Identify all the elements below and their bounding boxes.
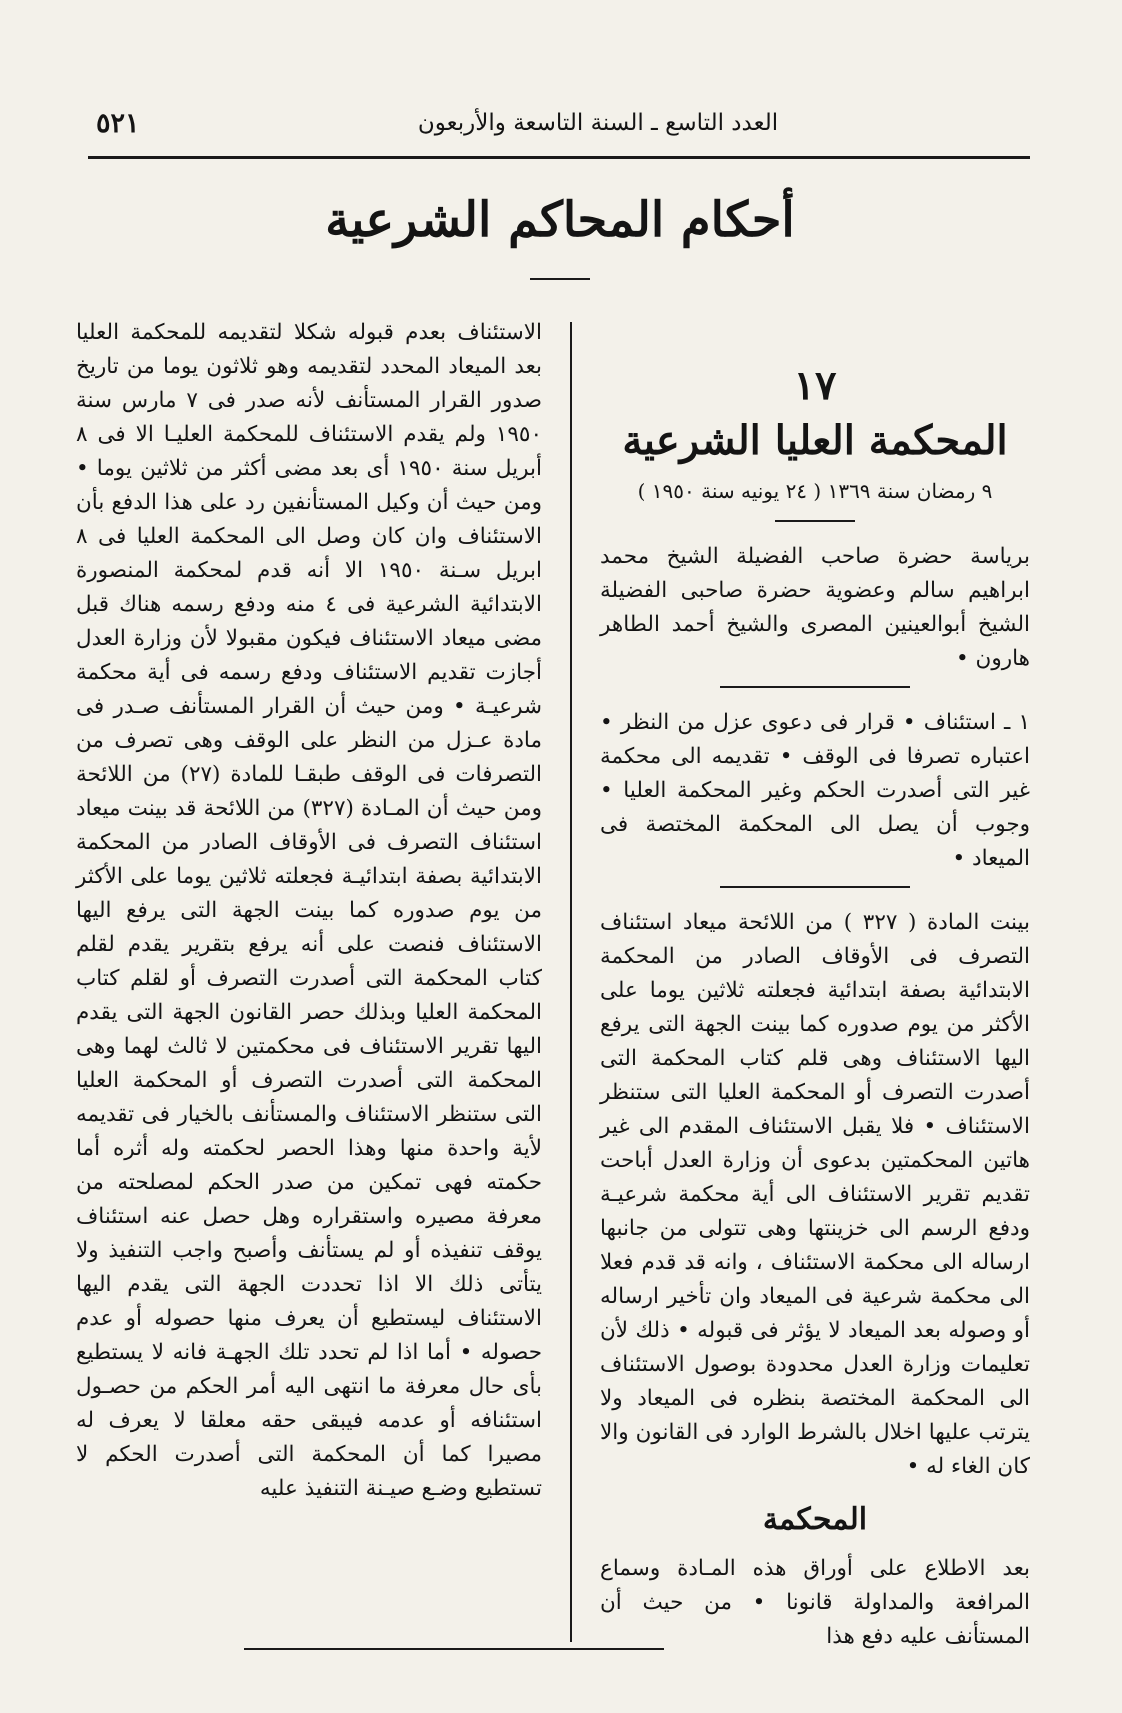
court-name: المحكمة العليا الشرعية: [622, 417, 1008, 464]
case-number: ١٧: [793, 362, 837, 409]
page-number: ٥٢١: [96, 108, 140, 139]
case-summary: ١ ـ استئناف • قرار فى دعوى عزل من النظر • اعتباره تصرفا فى الوقف • تقديمه الى محكمة غير التى أصدرت الحكم وغير المحكمة العليا • وجوب أن يصل الى المحكمة المختصة فى الميعاد •: [600, 710, 1030, 871]
running-header: [88, 108, 1030, 148]
case-date: ٩ رمضان سنة ١٣٦٩ ( ٢٤ يونيه سنة ١٩٥٠ ): [637, 479, 993, 503]
legal-principle: بينت المادة ( ٣٢٧ ) من اللائحة ميعاد استئناف التصرف فى الأوقاف الصادر من المحكمة الابتدائية بصفة ابتدائية فجعلته ثلاثين يوما على الأكثر من يوم صدوره كما بينت الجهة التى يرفع اليها الاستئناف وهى قلم كتاب المحكمة التى أصدرت التصرف أو المحكمة العليا التى ستنظر الاستئناف • فلا يقبل الاستئناف المقدم الى غير هاتين المحكمتين بدعوى أن وزارة العدل أباحت تقديم تقرير الاستئناف الى أية محكمة شرعيـة ودفع الرسم الى خزينتها وهى تتولى من جانبها ارساله الى محكمة الاستئناف ، وانه قد قدم فعلا الى محكمة شرعية فى الميعاد وان تأخير ارساله أو وصوله بعد الميعاد لا يؤثر فى قبوله • ذلك لأن تعليمات وزارة العدل محدودة بوصول الاستئناف الى المحكمة المختصة بنظره فى الميعاد ولا يترتب عليها اخلال بالشرط الوارد فى القانون والا كان الغاء له •: [600, 910, 1030, 1479]
summary-rule: [720, 886, 910, 888]
presidency-text: برياسة حضرة صاحب الفضيلة الشيخ محمد ابراهيم سالم وعضوية حضرة صاحبى الفضيلة الشيخ أبوالعينين المصرى والشيخ أحمد الطاهر هارون •: [600, 544, 1030, 671]
right-column: [600, 316, 1030, 1654]
title-rule: [530, 278, 590, 280]
date-rule: [775, 520, 855, 522]
left-column: [76, 316, 542, 1506]
bottom-rule: [244, 1648, 664, 1650]
issue-line: العدد التاسع ـ السنة التاسعة والأربعون: [417, 110, 779, 136]
header-rule: [88, 156, 1030, 159]
ruling-start: بعد الاطلاع على أوراق هذه المـادة وسماع المرافعة والمداولة قانونا • من حيث أن المستأنف عليه دفع هذا: [600, 1556, 1030, 1649]
presidency-rule: [720, 686, 910, 688]
column-divider: [570, 322, 572, 1642]
section-title: أحكام المحاكم الشرعية: [325, 192, 795, 248]
ruling-continuation: الاستئناف بعدم قبوله شكلا لتقديمه للمحكمة العليا بعد الميعاد المحدد لتقديمه وهو ثلاثون يوما من تاريخ صدور القرار المستأنف لأنه صدر فى ٧ مارس سنة ١٩٥٠ ولم يقدم الاستئناف للمحكمة العليـا الا فى ٨ أبريل سنة ١٩٥٠ أى بعد مضى أكثر من ثلاثين يوما • ومن حيث أن وكيل المستأنفين رد على هذا الدفع بأن الاستئناف وان كان وصل الى المحكمة العليا فى ٨ ابريل سـنة ١٩٥٠ الا أنه قدم لمحكمة المنصورة الابتدائية الشرعية فى ٤ منه ودفع رسمه هناك قبل مضى ميعاد الاستئناف فيكون مقبولا لأن وزارة العدل أجازت تقديم الاستئناف ودفع رسمه فى أية محكمة شرعيـة • ومن حيث أن القرار المستأنف صـدر فى مادة عـزل من النظر على الوقف وهى تصرف من التصرفات فى الوقف طبقـا للمادة (٢٧) من اللائحة ومن حيث أن المـادة (٣٢٧) من اللائحة قد بينت ميعاد استئناف التصرف فى الأوقاف الصادر من المحكمة الابتدائية بصفة ابتدائيـة فجعلته ثلاثين يوما على الأكثر من يوم صدوره كما بينت الجهة التى يرفع اليها الاستئناف فنصت على أنه يرفع بتقرير يقدم لقلم كتاب المحكمة التى أصدرت التصرف أو لقلم كتاب المحكمة العليا وبذلك حصر القانون الجهة التى يقدم اليها تقرير الاستئناف فى محكمتين لا ثالث لهما وهى المحكمة التى أصدرت التصرف أو المحكمة العليا التى ستنظر الاستئناف والمستأنف بالخيار فى تقديمه لأية واحدة منها وهذا الحصر لحكمته وله أثره أما حكمته فهى تمكين من صدر الحكم لمصلحته من معرفة مصيره واستقراره وهل حصل عنه استئناف يوقف تنفيذه أو لم يستأنف وأصبح واجب التنفيذ ولا يتأتى ذلك الا اذا تحددت الجهة التى يقدم اليها الاستئناف ليستطيع أن يعرف منها حصوله أو عدم حصوله • أما اذا لم تحدد تلك الجهـة فانه لا يستطيع بأى حال معرفة ما انتهى اليه أمر الحكم من حصـول استئنافه أو عدمه فيبقى حقه معلقا لا يعرف له مصيرا كما أن المحكمة التى أصدرت الحكم لا تستطيع وضـع صيـنة التنفيذ عليه: [76, 320, 542, 1501]
ruling-heading: المحكمة: [762, 1502, 868, 1537]
